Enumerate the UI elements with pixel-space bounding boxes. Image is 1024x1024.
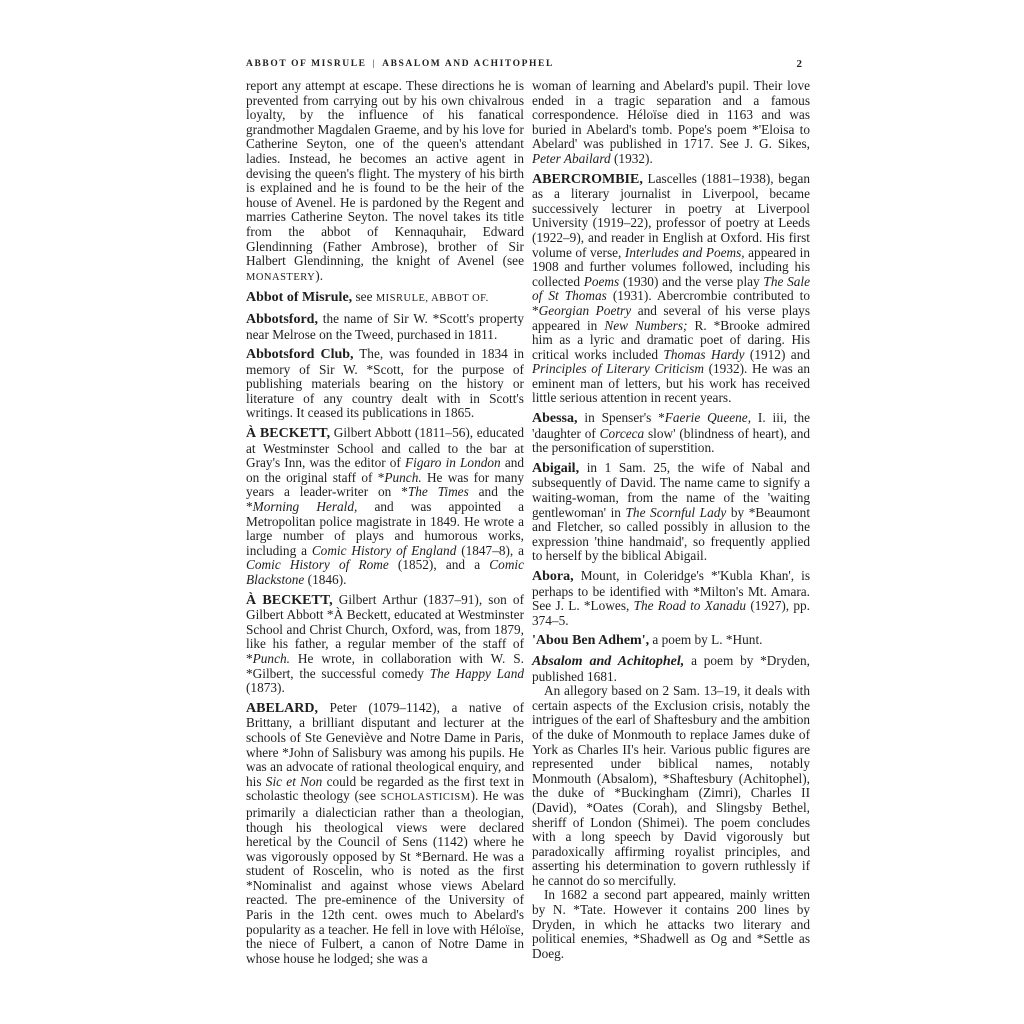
headword: À BECKETT, xyxy=(246,426,331,442)
entry-abigail: Abigail, in 1 Sam. 25, the wife of Nabal and subsequently of David. The name came to signify a waiting-woman, from the name of the 'waiting gentlewoman' in The Scornful Lady by *Beaumont and Fletcher, so called possibly in allusion to the expression 'thine handmaid', so frequently applied to herself by the biblical Abigail. xyxy=(532,459,811,564)
page-number: 2 xyxy=(796,58,802,70)
headword: ABELARD, xyxy=(246,700,318,716)
entry-abelard: ABELARD, Peter (1079–1142), a native of Brittany, a brilliant disputant and lecturer at the schools of Ste Geneviève and Notre Dame in Paris, where *John of Salisbury was among his pupils. He was an advocate of rational theological enquiry, and his Sic et Non could be regarded as the first text in scholastic theology (see SCHOLASTICISM). He was primarily a dialectician rather than a theologian, though his theological views were declared heretical by the Council of Sens (1142) where he was vigorously opposed by St *Bernard. He was a student of Roscelin, who is noted as the first *Nominalist and against whose views Abelard reacted. The pre-eminence of the University of Paris in the 12th cent. owes much to Abelard's popularity as a teacher. He fell in love with Héloïse, the niece of Fulbert, a canon of Notre Dame in whose house he lodged; she was a xyxy=(246,699,525,966)
entry-continuation: report any attempt at escape. These directions he is prevented from carrying out by his own chivalrous loyalty, by the influence of his fanatical grandmother Magdalen Graeme, and by his love for Catherine Seyton, one of the queen's attendant ladies. Instead, he becomes an active agent in devising the queen's flight. The mystery of his birth is explained and he is found to be the heir of the house of Avenel. He is pardoned by the Regent and marries Catherine Seyton. The novel takes its title from the abbot of Kennaquhair, Edward Glendinning (Father Ambrose), brother of Sir Halbert Glendinning, the knight of Avenel (see MONASTERY). xyxy=(246,78,524,283)
right-column xyxy=(532,79,810,961)
entry-abessa: Abessa, in Spenser's *Faerie Queene, I. iii, the 'daughter of Corceca slow' (blindness of heart), and the personification of superstition. xyxy=(532,410,811,456)
entry-abercrombie: ABERCROMBIE, Lascelles (1881–1938), began as a literary journalist in Liverpool, became successively lecturer in poetry at Liverpool University (1919–22), professor of poetry at Leeds (1922–9), and reader in English at Oxford. His first volume of verse, Interludes and Poems, appeared in 1908 and further volumes followed, including his collected Poems (1930) and the verse play The Sale of St Thomas (1931). Abercrombie contributed to *Georgian Poetry and several of his verse plays appeared in New Numbers; R. *Brooke admired him as a lyric and dramatic poet of daring. His critical works included Thomas Hardy (1912) and Principles of Literary Criticism (1932). He was an eminent man of letters, but his work has received little serious attention in recent years. xyxy=(532,170,811,406)
cross-reference: MONASTERY xyxy=(246,271,316,283)
running-head-separator: | xyxy=(372,59,377,69)
entry-a-beckett-gilbert-arthur: À BECKETT, Gilbert Arthur (1837–91), son of Gilbert Abbott *À Beckett, educated at Westminster School and Christ Church, Oxford, was, from 1879, like his father, a regular member of the staff of *Punch. He wrote, in collaboration with W. S. *Gilbert, the successful comedy The Happy Land (1873). xyxy=(246,591,524,696)
cross-reference: MISRULE, ABBOT OF. xyxy=(375,293,489,305)
entry-abbot-of-misrule: Abbot of Misrule, see MISRULE, ABBOT OF. xyxy=(246,289,489,306)
running-head-right: ABSALOM AND ACHITOPHEL xyxy=(382,59,554,69)
headword: Abigail, xyxy=(532,460,580,476)
headword: Abessa, xyxy=(532,411,578,427)
entry-continuation: woman of learning and Abelard's pupil. Their love ended in a tragic separation and a famous correspondence. Héloïse died in 1163 and was buried in Abelard's tomb. Pope's poem *'Eloisa to Abelard' was published in 1717. See J. G. Sikes, Peter Abailard (1932). xyxy=(532,78,810,166)
left-column xyxy=(246,79,524,971)
cross-reference: SCHOLASTICISM xyxy=(380,792,471,804)
headword: ABERCROMBIE, xyxy=(532,171,643,187)
headword: À BECKETT, xyxy=(246,592,333,608)
headword: Abbot of Misrule, xyxy=(246,290,353,306)
entry-abbotsford-club: Abbotsford Club, The, was founded in 1834 in memory of Sir W. *Scott, for the purpose of publishing materials bearing on the history or literature of any country dealt with in Scott's writings. It ceased its publications in 1865. xyxy=(246,346,524,421)
headword: Abbotsford Club, xyxy=(246,347,354,363)
entry-abbotsford: Abbotsford, the name of Sir W. *Scott's property near Melrose on the Tweed, purchased in 1811. xyxy=(246,310,525,342)
headword: Abora, xyxy=(532,569,574,584)
entry-a-beckett-gilbert-abbott: À BECKETT, Gilbert Abbott (1811–56), educated at Westminster School and called to the bar at Gray's Inn, was the editor of Figaro in London and on the original staff of *Punch. He was for many years a leader-writer on *The Times and the *Morning Herald, and was appointed a Metropolitan police magistrate in 1849. He wrote a large number of plays and humorous works, including a Comic History of England (1847–8), a Comic History of Rome (1852), and a Comic Blackstone (1846). xyxy=(246,425,525,587)
entry-paragraph: In 1682 a second part appeared, mainly written by N. *Tate. However it contains 200 lines by Dryden, in which he attacks two literary and political enemies, *Shadwell as Og and *Settle as Doeg. xyxy=(532,887,810,961)
running-head xyxy=(246,57,802,71)
headword: Absalom and Achitophel, xyxy=(532,653,685,669)
entry-abou-ben-adhem: 'Abou Ben Adhem', a poem by L. *Hunt. xyxy=(532,632,763,649)
headword: Abbotsford, xyxy=(246,311,318,327)
running-head-left: ABBOT OF MISRULE xyxy=(246,59,367,69)
entry-abora: Abora, Mount, in Coleridge's *'Kubla Khan', is perhaps to be identified with *Milton's Mt. Amara. See J. L. *Lowes, The Road to Xanadu (1927), pp. 374–5. xyxy=(532,568,811,628)
entry-absalom-and-achitophel: Absalom and Achitophel, a poem by *Dryden, published 1681. xyxy=(532,652,811,684)
entry-paragraph: An allegory based on 2 Sam. 13–19, it deals with certain aspects of the Exclusion crisis, notably the intrigues of the earl of Shaftesbury and the ambition of the duke of Monmouth to replace James duke of York as Charles II's heir. Various public figures are represented under biblical names, notably Monmouth (Absalom), *Shaftesbury (Achitophel), the duke of *Buckingham (Zimri), Charles II (David), *Oates (Corah), and Slingsby Bethel, sheriff of London (Shimei). The poem concludes with a long speech by David vigorously but paradoxically affirming royalist principles, and asserting his determination to govern ruthlessly if he cannot do so mercifully. xyxy=(532,683,810,888)
headword: 'Abou Ben Adhem', xyxy=(532,633,650,649)
